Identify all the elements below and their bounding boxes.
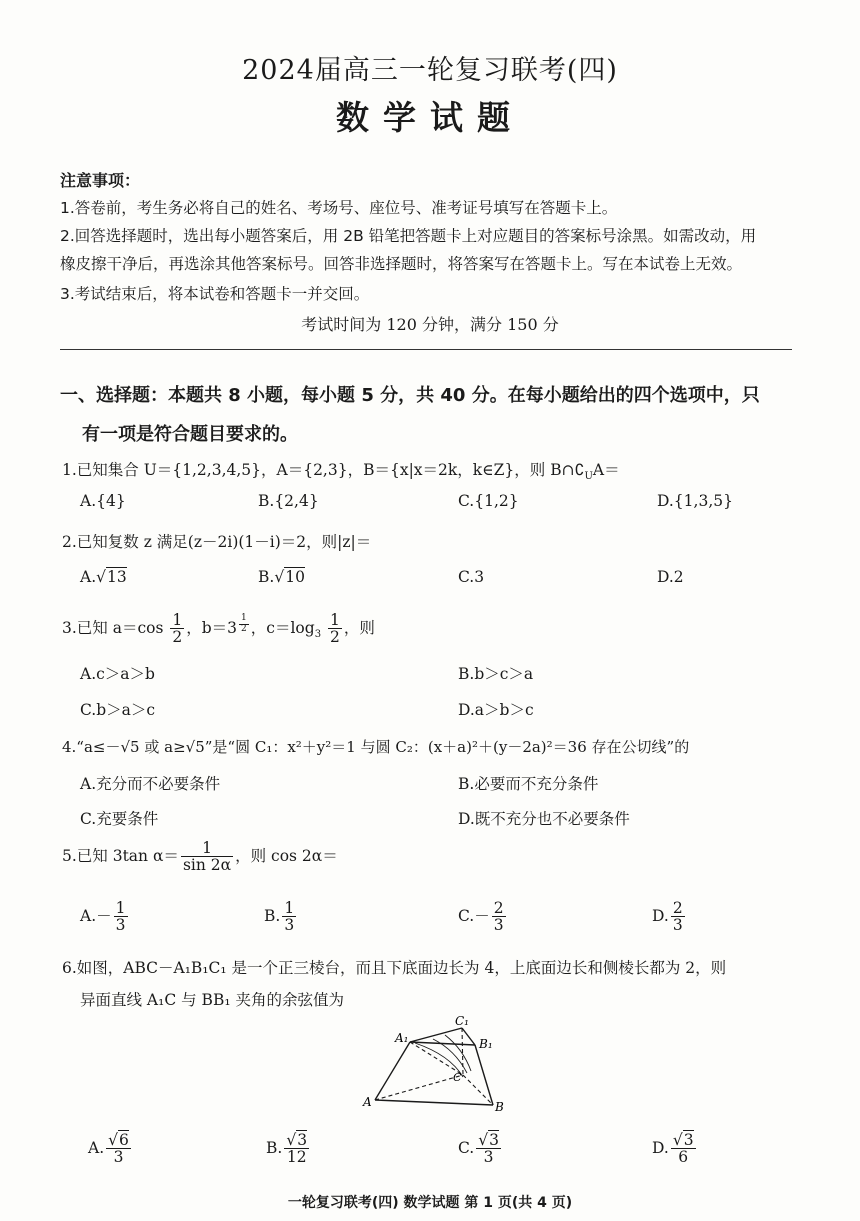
label-c: C — [453, 1071, 462, 1084]
notice-item-2: 2.回答选择题时，选出每小题答案后，用 2B 铅笔把答题卡上对应题目的答案标号涂黑。如需改动，用 — [60, 227, 757, 245]
edge-c1-b1 — [462, 1028, 475, 1045]
question-2: 2.已知复数 z 满足(z－2i)(1－i)＝2，则|z|＝ — [62, 533, 372, 551]
q3-option-d: D.a＞b＞c — [458, 701, 534, 719]
q4-option-d: D.既不充分也不必要条件 — [458, 810, 630, 828]
q6-option-b: B. $\frac{√3}{12}$ — [266, 1131, 308, 1167]
q5-option-a: A.－ $\frac{1}{3}$ — [80, 899, 126, 935]
q3-frac-half: $\frac{1}{2}$ — [172, 611, 183, 647]
q4-option-c: C.充要条件 — [80, 810, 159, 828]
label-b1: B₁ — [479, 1037, 493, 1051]
page-footer: 一轮复习联考(四) 数学试题 第 1 页(共 4 页) — [287, 1195, 573, 1211]
q3-option-b: B.b＞c＞a — [458, 665, 534, 683]
label-a: A — [363, 1095, 372, 1109]
exam-title: 2024届高三一轮复习联考(四) — [242, 55, 618, 86]
q5-option-b: B. $\frac{1}{3}$ — [264, 899, 295, 935]
label-b: B — [495, 1100, 504, 1114]
q3-option-c: C.b＞a＞c — [80, 701, 156, 719]
question-5: 5.已知 3tan α＝ $\frac{1}{\sin 2\alpha}$ ，则 cos 2α＝ — [62, 839, 338, 875]
q2-option-a: A.√13 — [80, 568, 127, 586]
q2-option-c: C.3 — [458, 568, 485, 586]
notice-item-1: 1.答卷前，考生务必将自己的姓名、考场号、座位号、准考证号填写在答题卡上。 — [60, 199, 618, 217]
q2-option-d: D.2 — [657, 568, 684, 586]
q3-frac-log: $\frac{1}{2}$ — [330, 611, 340, 647]
q2-option-b: B.√10 — [258, 568, 305, 586]
notice-heading: 注意事项： — [60, 171, 141, 190]
subject-title: 数学试题 — [336, 98, 524, 137]
edge-c1-c — [462, 1028, 463, 1075]
question-4: 4.“a≤－√5 或 a≥√5”是“圆 C₁：x²＋y²＝1 与圆 C₂：(x＋a)²＋(y－2a)²＝36 存在公切线”的 — [62, 738, 690, 756]
question-1: 1.已知集合 U＝{1,2,3,4,5}，A＝{2,3}，B＝{x|x＝2k，k∈Z}，则 $B\cap∁_UA=$ — [62, 461, 620, 483]
q5-option-c: C.－ $\frac{2}{3}$ — [458, 899, 504, 935]
edge-a-b — [375, 1100, 493, 1105]
q1-option-b: B.{2,4} — [258, 492, 319, 510]
q4-option-a: A.充分而不必要条件 — [80, 775, 221, 793]
question-6-line1: 6.如图，ABC－A₁B₁C₁ 是一个正三棱台，而且下底面边长为 4，上底面边长和侧棱长都为 2，则 — [62, 959, 727, 977]
q6-option-d: D. $\frac{√3}{6}$ — [652, 1131, 694, 1167]
q6-option-c: C. $\frac{√3}{3}$ — [458, 1131, 499, 1167]
question-6-line2: 异面直线 A₁C 与 BB₁ 夹角的余弦值为 — [80, 991, 344, 1009]
q5-option-d: D. $\frac{2}{3}$ — [652, 899, 683, 935]
divider — [60, 349, 792, 350]
label-c1: C₁ — [455, 1015, 469, 1028]
frustum-figure — [355, 1015, 535, 1120]
edge-a1-c1 — [410, 1028, 462, 1042]
section-heading-line2: 有一项是符合题目要求的。 — [82, 424, 298, 445]
q1-option-a: A.{4} — [80, 492, 126, 510]
q4-option-b: B.必要而不充分条件 — [458, 775, 599, 793]
notice-item-2-cont: 橡皮擦干净后，再选涂其他答案标号。回答非选择题时，将答案写在答题卡上。写在本试卷上无效。 — [60, 255, 743, 273]
question-3: 3.已知 a＝cos $\frac{1}{2}$ ，b＝3 $^{\frac{1}{2}}$ ，$c=\log_3$ $\frac{1}{2}$ ，则 — [62, 611, 375, 647]
exam-time: 考试时间为 120 分钟，满分 150 分 — [301, 315, 559, 334]
q1-option-d: D.{1,3,5} — [657, 492, 733, 510]
section-heading-line1: 一、选择题：本题共 8 小题，每小题 5 分，共 40 分。在每小题给出的四个选项中，只 — [60, 385, 760, 406]
notice-item-3: 3.考试结束后，将本试卷和答题卡一并交回。 — [60, 285, 370, 303]
q6-option-a: A. $\frac{√6}{3}$ — [88, 1131, 129, 1167]
q3-option-a: A.c＞a＞b — [80, 665, 155, 683]
q1-option-c: C.{1,2} — [458, 492, 519, 510]
label-a1: A₁ — [395, 1031, 409, 1045]
